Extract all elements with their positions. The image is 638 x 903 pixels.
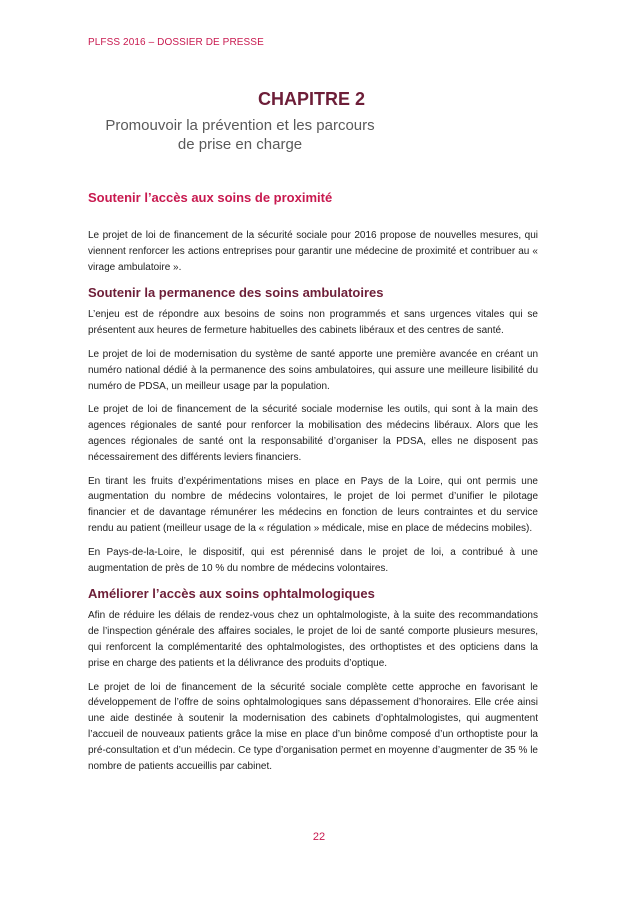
chapter-heading — [0, 88, 638, 154]
paragraph: Le projet de loi de modernisation du système de santé apporte une première avancée en créant un numéro national dédié à la permanence des soins ambulatoires, qui assure une meilleure lisibilité du numéro de PDSA, un meilleur usage par la population. — [88, 348, 538, 392]
paragraph: En Pays-de-la-Loire, le dispositif, qui est pérennisé dans le projet de loi, a contribué à une augmentation de près de 10 % du nombre de médecins volontaires. — [88, 546, 538, 574]
section-proximite — [88, 190, 538, 275]
section-title: Soutenir l’accès aux soins de proximité — [88, 190, 333, 205]
paragraph: Le projet de loi de financement de la sécurité sociale complète cette approche en favorisant le développement de l’offre de soins ophtalmologiques sans dépassement d’honoraires. Elle crée ainsi une aide destinée à soutenir la modernisation des cabinets d’ophtalmologistes, qui augmentent l’accueil de nouveaux patients grâce la mise en place d’un binôme composé d’un orthoptiste pour la pré-consultation et d’un médecin. Ce type d’organisation permet en moyenne d’augmenter de 35 % le nombre de patients accueillis par cabinet. — [88, 681, 538, 772]
paragraph: Le projet de loi de financement de la sécurité sociale pour 2016 propose de nouvelles mesures, qui viennent renforcer les actions entreprises pour garantir une médecine de proximité et contribuer au « virage ambulatoire ». — [88, 230, 538, 273]
chapter-subtitle-line-2: de prise en charge — [177, 136, 303, 153]
main-content — [88, 190, 538, 782]
chapter-subtitle-line-1: Promouvoir la prévention et les parcours — [105, 117, 375, 134]
paragraph: En tirant les fruits d’expérimentations mises en place en Pays de la Loire, qui ont permis une augmentation du nombre de médecins volontaires, le projet de loi permet d’unifier le pilotage financier et de davantage rémunérer les médecins en fonction de leurs contraintes et du service rendu au patient (meilleur usage de la « régulation » médicale, mise en place de médecins mobiles). — [88, 475, 538, 534]
chapter-subtitle — [0, 116, 480, 154]
section-ophtalmologie — [88, 586, 538, 774]
page-number: 22 — [312, 831, 326, 843]
section-title: Améliorer l’accès aux soins ophtalmologiques — [88, 586, 375, 602]
chapter-title: CHAPITRE 2 — [258, 89, 366, 109]
paragraph: Le projet de loi de financement de la sécurité sociale modernise les outils, qui sont à la main des agences régionales de santé pour renforcer la mobilisation des médecins libéraux. Alors que les agences régionales de santé ont la responsabilité d’organiser la PDSA, elles ne disposent pas nécessairement des différents leviers financiers. — [88, 404, 538, 463]
section-title: Soutenir la permanence des soins ambulatoires — [88, 285, 384, 301]
section-permanence — [88, 285, 538, 576]
paragraph: L’enjeu est de répondre aux besoins de soins non programmés et sans urgences vitales qui se présentent aux heures de fermeture habituelles des cabinets libéraux et des centres de santé. — [88, 309, 538, 337]
paragraph: Afin de réduire les délais de rendez-vous chez un ophtalmologiste, à la suite des recommandations de l’inspection générale des affaires sociales, le projet de loi de santé comporte plusieurs mesures, qui renforcent la complémentarité des ophtalmologistes, des orthoptistes et des opticiens dans la prise en charge des patients et la délivrance des produits d’optique. — [88, 610, 538, 669]
document-header: PLFSS 2016 – DOSSIER DE PRESSE — [88, 37, 264, 48]
